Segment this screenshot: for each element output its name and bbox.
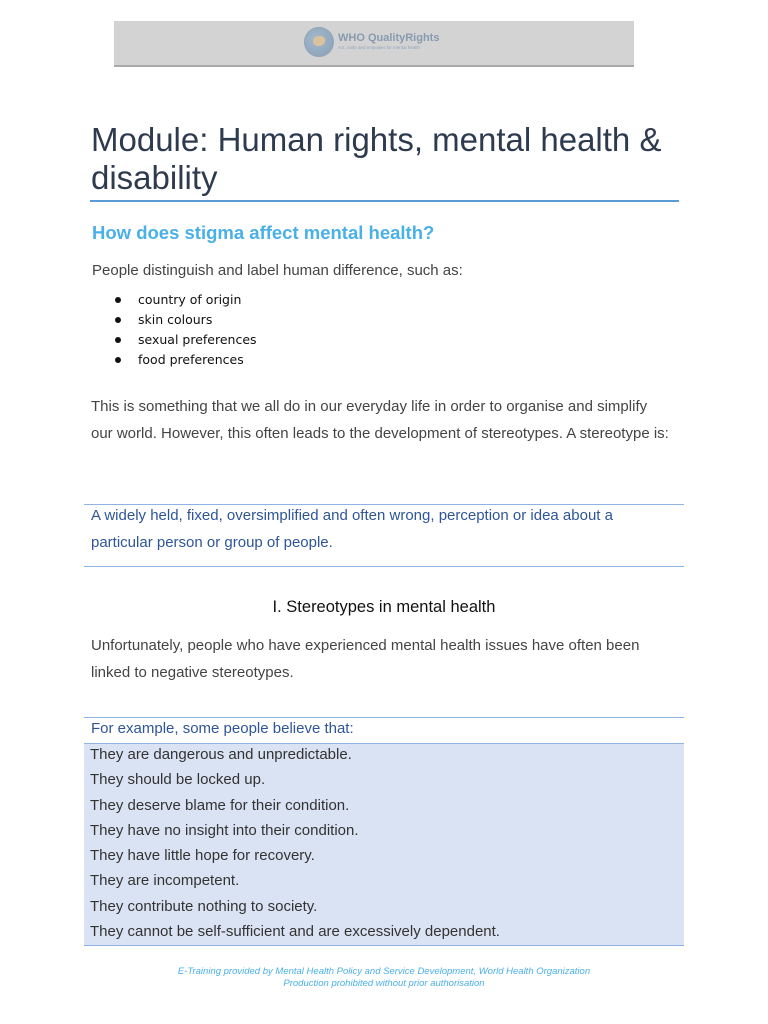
example-item: They cannot be self-sufficient and are excessively dependent. bbox=[90, 923, 500, 941]
who-qualityrights-logo bbox=[304, 26, 439, 58]
example-list bbox=[84, 744, 684, 945]
definition-box bbox=[84, 504, 684, 567]
bullet-icon bbox=[115, 357, 121, 363]
list-item bbox=[92, 350, 257, 370]
bullet-icon bbox=[115, 337, 121, 343]
footer-line-1: E-Training provided by Mental Health Policy and Service Development, World Health Organization bbox=[177, 966, 591, 977]
definition-text: A widely held, fixed, oversimplified and often wrong, perception or idea about a particular person or group of people. bbox=[91, 507, 613, 551]
list-item-label: country of origin bbox=[138, 292, 242, 307]
section-heading: How does stigma affect mental health? bbox=[92, 222, 435, 243]
example-heading: For example, some people believe that: bbox=[84, 718, 684, 744]
example-item: They have little hope for recovery. bbox=[90, 847, 315, 865]
example-item: They are incompetent. bbox=[90, 872, 240, 890]
footer-line-2: Production prohibited without prior authorisation bbox=[283, 978, 485, 989]
page-footer bbox=[0, 966, 768, 990]
example-box bbox=[84, 717, 684, 946]
paragraph-stereotypes: This is something that we all do in our everyday life in order to organise and simplify our world. However, this often leads to the development of stereotypes. A stereotype is: bbox=[91, 398, 669, 442]
logo-text bbox=[338, 33, 439, 51]
difference-list bbox=[92, 290, 257, 370]
paragraph-negative-stereotypes: Unfortunately, people who have experienced mental health issues have often been linked to negative stereotypes. bbox=[91, 637, 640, 681]
globe-icon bbox=[304, 27, 334, 57]
example-item: They are dangerous and unpredictable. bbox=[90, 746, 352, 763]
title-divider bbox=[90, 200, 679, 202]
list-item bbox=[92, 310, 257, 330]
subsection-heading: I. Stereotypes in mental health bbox=[272, 598, 496, 616]
header-banner bbox=[114, 21, 634, 67]
list-item-label: sexual preferences bbox=[138, 332, 257, 347]
example-item: They contribute nothing to society. bbox=[90, 897, 318, 915]
example-item: They have no insight into their condition. bbox=[90, 821, 359, 839]
example-item: They deserve blame for their condition. bbox=[90, 796, 350, 814]
list-item-label: skin colours bbox=[138, 312, 213, 327]
list-item-label: food preferences bbox=[138, 352, 244, 367]
list-item bbox=[92, 330, 257, 350]
intro-text: People distinguish and label human difference, such as: bbox=[92, 262, 463, 279]
module-title: Module: Human rights, mental health & disability bbox=[91, 121, 662, 196]
bullet-icon bbox=[115, 317, 121, 323]
logo-title: WHO QualityRights bbox=[338, 32, 440, 45]
example-item: They should be locked up. bbox=[90, 771, 266, 789]
bullet-icon bbox=[115, 297, 121, 303]
logo-subtitle: Act, unite and empower for mental health bbox=[338, 45, 421, 51]
list-item bbox=[92, 290, 257, 310]
